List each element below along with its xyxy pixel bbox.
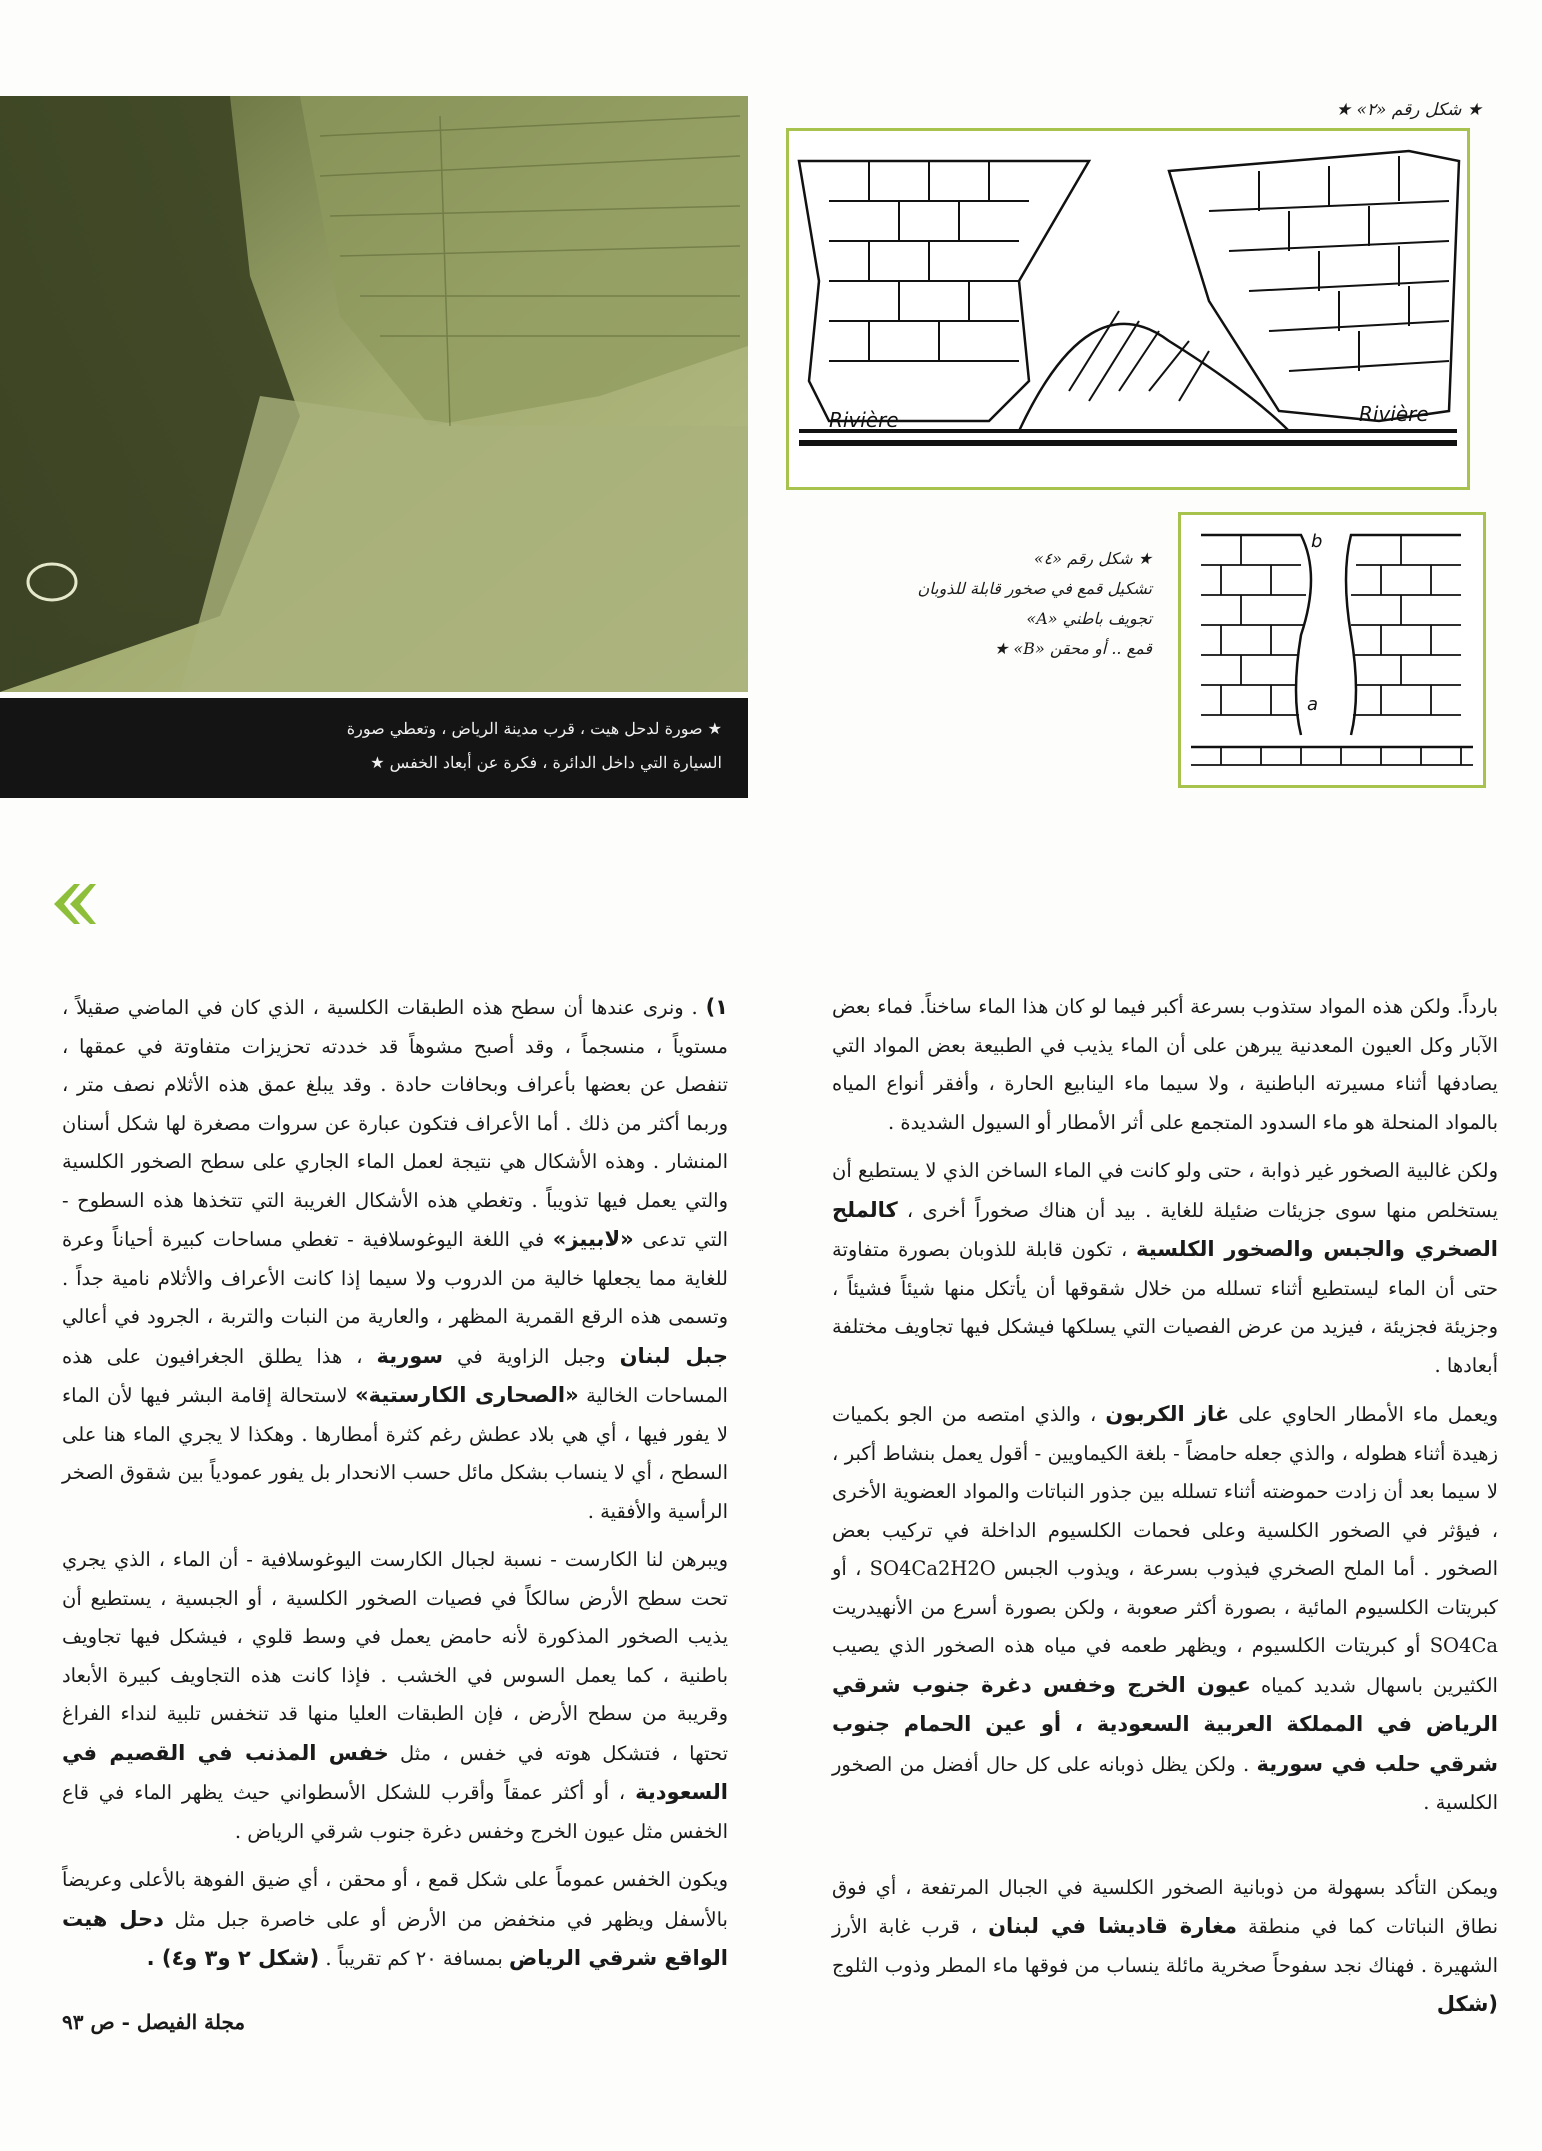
text-span: ، أو أكثر عمقاً وأقرب للشكل الأسطواني حيث يظهر الماء في قاع الخفس مثل عيون الخرج وخفس دغرة جنوب شرقي الرياض . [62,1781,728,1843]
label-a: a [1307,694,1319,715]
right-paragraph-3 [832,1395,1498,1823]
right-paragraph-4 [832,1869,1498,2025]
bold-span: خفس المذنب في القصيم في السعودية [62,1740,728,1804]
karst-photo [0,96,748,692]
river-right-label: Rivière [1359,402,1429,426]
right-text-column [832,988,1498,2025]
sinkhole-cross-section [789,131,1467,487]
figure4-line2: تشكيل قمع في صخور قابلة للذوبان [917,579,1152,598]
text-span: ولكن غالبية الصخور غير ذوابة ، حتى ولو كانت في الماء الساخن الذي لا يستطيع أن يستخلص منها سوى جزيئات ضئيلة للغاية . بيد أن هناك صخوراً أخرى ، [832,1159,1498,1222]
bold-span: «لابييز» [552,1227,634,1251]
right-paragraph-1: بارداً. ولكن هذه المواد ستذوب بسرعة أكبر فيما لو كان هذا الماء ساخناً. فماء بعض الآبار وكل العيون المعدنية يبرهن على أن الماء يذيب في الطبيعة بعض المواد التي يصادفها أثناء مسيرته الباطنية ، ولا سيما ماء الينابيع الحارة ، وأفقر أنواع المياه بالمواد المنحلة هو ماء السدود المتجمع على أثر الأمطار أو السيول الشديدة . [832,995,1498,1134]
right-paragraph-2 [832,1152,1498,1385]
figure4-caption [832,544,1152,664]
figure2-diagram [786,128,1470,490]
text-span: ، هذا يطلق الجغرافيون على هذه المساحات الخالية [62,1344,728,1407]
bold-span: (شكل ٢ و٣ و٤) . [146,1946,320,1970]
bold-span: غاز الكربون [1105,1402,1230,1426]
bold-span: مغارة قاديشا في لبنان [988,1914,1238,1938]
text-span: لاستحالة إقامة البشر فيها لأن الماء لا يفور فيها ، أي هي بلاد عطش رغم كثرة أمطارها . وهكذا لا يجري الماء هنا على السطح ، أي لا ينساب بشكل مائل حسب الانحدار بل يفور عمودياً بين شقوق الصخر الرأسية والأفقية . [62,1384,728,1523]
cave-photo-image [0,96,748,692]
text-span: . ولكن يظل ذوبانه على كل حال أفضل من الصخور الكلسية . [832,1752,1498,1814]
bold-span: «الصحارى الكارستية» [355,1383,579,1407]
photo-caption-line1: ★ صورة لدحل هيت ، قرب مدينة الرياض ، وتعطي صورة [346,719,722,738]
left-paragraph-2 [62,1541,728,1851]
text-span: ، تكون قابلة للذوبان بصورة متفاوتة حتى أن الماء ليستطيع أثناء تسلله من خلال شقوقها أن يأتكل منها شيئاً فشيئاً ، وجزيئة فجزيئة ، فيزيد من عرض الفصيات التي يسلكها فيشكل فيها تجاويف مختلفة أبعادها . [832,1238,1498,1377]
text-span: . ونرى عندها أن سطح هذه الطبقات الكلسية ، الذي كان في الماضي صقيلاً ، مستوياً ، منسجماً ، وقد أصبح مشوهاً قد خددته تحزيزات متفاوتة في عمقها ، تنفصل عن بعضها بأعراف وبحافات حادة . وقد يبلغ عمق هذه الأثلام نصف متر ، وربما أكثر من ذلك . أما الأعراف فتكون عبارة عن سروات مصغرة لها شكل أسنان المنشار . وهذه الأشكال هي نتيجة لعمل الماء الجاري على سطح الصخور الكلسية والتي يعمل فيها تذويباً . وتغطي هذه الأشكال الغريبة التي تتخذها هذه السطوح - التي تدعى [62,996,728,1251]
bold-span: دحل هيت الواقع شرقي الرياض [62,1906,728,1970]
text-span: ويبرهن لنا الكارست - نسبة لجبال الكارست اليوغوسلافية - أن الماء ، الذي يجري تحت سطح الأرض سالكاً في فصيات الصخور الكلسية ، أو الجبسية ، يستطيع أن يذيب الصخور المذكورة لأنه حامض يعمل في وسط قلوي ، فيشكل فيها تجاويف باطنية ، كما يعمل السوس في الخشب . فإذا كانت هذه التجاويف كبيرة الأبعاد وقريبة من سطح الأرض ، فإن الطبقات العليا منها قد تنخفس تلبية لنداء الفراغ تحتها ، فتشكل هوته في خفس ، مثل [62,1548,728,1765]
funnel-diagram [1181,515,1483,785]
figure2-label: ★ شكل رقم «٢» ★ [1335,100,1482,120]
text-span: في اللغة اليوغوسلافية - تغطي مساحات كبيرة أحياناً وعرة للغاية مما يجعلها خالية من الدروب ولا سيما إذا كانت الأعراف والأثلام نامية جداً . وتسمى هذه الرقع القمرية المظهر ، والعارية من النبات والتربة ، الجرود في أعالي [62,1228,728,1328]
bold-span: عيون الخرج وخفس دغرة جنوب شرقي الرياض في المملكة العربية السعودية ، أو عين الحمام جنوب شرقي حلب في سورية [832,1672,1499,1776]
figure4-line3: تجويف باطني «A» [1026,609,1152,628]
figure4-line1: ★ شكل رقم «٤» [1033,549,1152,568]
text-span: ويعمل ماء الأمطار الحاوي على [1229,1403,1498,1426]
text-span: ، قرب غابة الأرز الشهيرة . فهناك نجد سفوحاً صخرية مائلة ينساب من فوقها ماء المطر وذوب الثلوج [832,1915,1498,1977]
section-chevron-icon [50,882,96,930]
photo-caption-box [0,698,748,798]
figure4-line4: قمع .. أو محقن «B» ★ [993,639,1152,658]
left-text-column [62,988,728,1979]
bold-span: (شكل [1436,1992,1498,2016]
bold-span: جبل لبنان [619,1343,728,1368]
page-footer: مجلة الفيصل - ص ٩٣ [62,2010,246,2034]
bold-span: كالملح الصخري والجبس والصخور الكلسية [832,1197,1498,1261]
photo-caption-line2: السيارة التي داخل الدائرة ، فكرة عن أبعاد الخفس ★ [370,753,722,772]
text-span: ويكون الخفس عموماً على شكل قمع ، أو محقن ، أي ضيق الفوهة بالأعلى وعريضاً بالأسفل ويظهر في منخفض من الأرض أو على خاصرة جبل مثل [62,1868,728,1931]
river-left-label: Rivière [829,408,899,432]
left-paragraph-1 [62,988,728,1531]
text-span: ويمكن التأكد بسهولة من ذوبانية الصخور الكلسية في الجبال المرتفعة ، أي فوق نطاق النباتات كما في منطقة [832,1875,1498,1938]
text-span: ، والذي امتصه من الجو بكميات زهيدة أثناء هطوله ، والذي جعله حامضاً - بلغة الكيماويين - أقول يعمل بنشاط أكبر ، لا سيما بعد أن زادت حموضته أثناء تسلله بين جذور النباتات والمواد العضوية الأخرى ، فيؤثر في الصخور الكلسية وعلى فحمات الكلسيوم الداخلة في تركيب بعض الصخور . أما الملح الصخري فيذوب بسرعة ، ويذوب الجبس SO4Ca2H2O ، أو كبريتات الكلسيوم المائية ، بصورة أكثر صعوبة ، ولكن بصورة أسرع من الأنهيدريت SO4Ca أو كبريتات الكلسيوم ، ويظهر طعمه في مياه هذه الصخور الذي يصيب الكثيرين باسهال شديد كمياه [832,1403,1498,1697]
bold-span: سورية [376,1343,444,1368]
label-b: b [1311,531,1323,552]
bold-span: ١) [705,995,728,1019]
text-span: وجبل الزاوية في [443,1344,620,1368]
left-paragraph-3 [62,1861,728,1979]
text-span: بمسافة ٢٠ كم تقريباً . [319,1947,509,1970]
figure4-diagram [1178,512,1486,788]
